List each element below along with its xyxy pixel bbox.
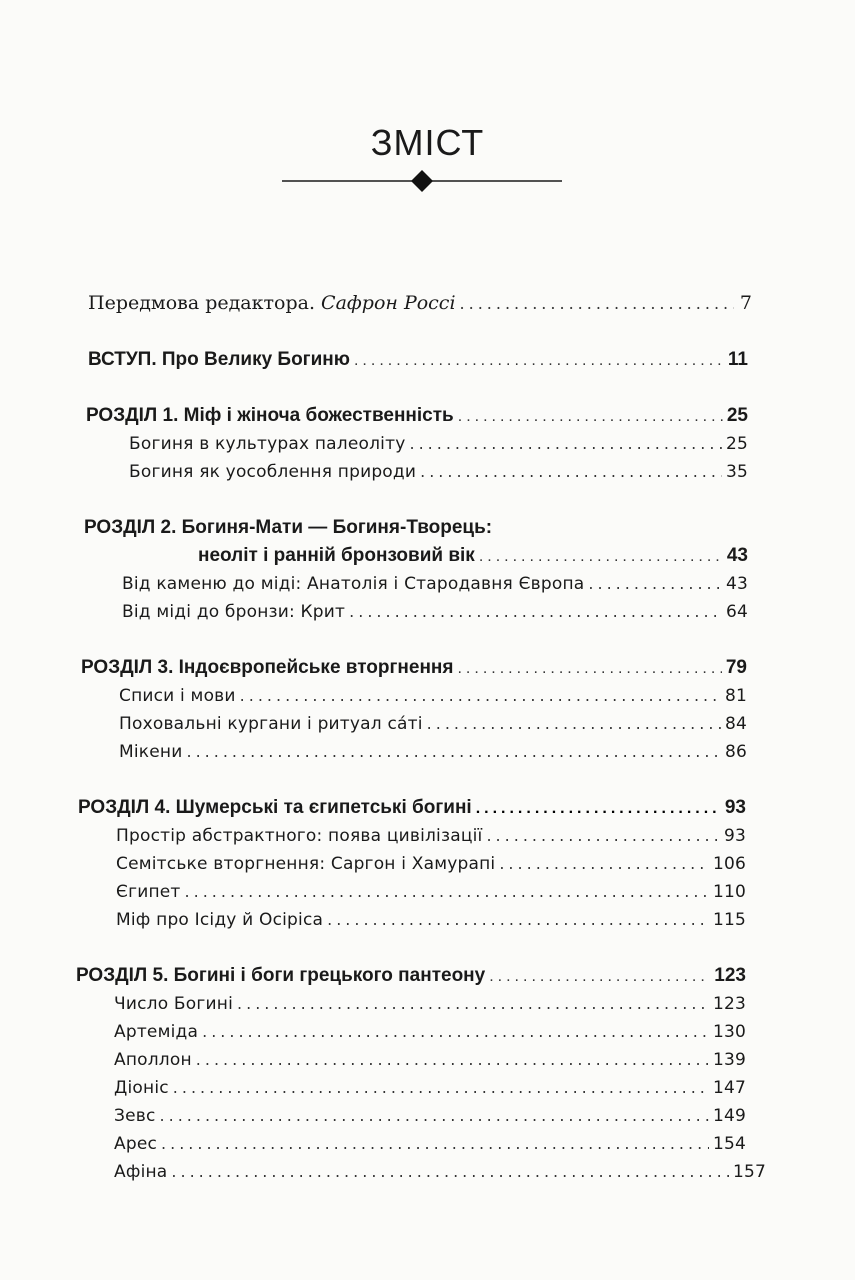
dot-leader — [185, 879, 709, 905]
toc-entry-label: Простір абстрактного: поява цивілізації — [116, 826, 483, 846]
toc-entry-label: Афіна — [114, 1162, 168, 1182]
toc-entry-page: 149 — [712, 1106, 746, 1126]
dot-leader — [460, 291, 734, 317]
dot-leader — [458, 404, 723, 430]
toc-entry-label: Семітське вторгнення: Саргон і Хамурапі — [116, 854, 496, 874]
dot-leader — [409, 431, 721, 457]
dot-leader — [240, 683, 721, 709]
toc-subentry[interactable] — [114, 1159, 766, 1185]
dot-leader — [196, 1047, 709, 1073]
toc-entry-intro[interactable] — [88, 347, 748, 374]
toc-entry-label: Богиня в культурах палеоліту — [129, 434, 406, 454]
dot-leader — [349, 599, 722, 625]
toc-entry-label: РОЗДІЛ 1. Міф і жіноча божественність — [86, 405, 454, 426]
toc-entry-label: Діоніс — [114, 1078, 169, 1098]
toc-subentry[interactable] — [129, 459, 748, 485]
dot-leader — [160, 1103, 709, 1129]
dot-leader — [457, 656, 721, 682]
toc-entry-page: 123 — [712, 994, 746, 1014]
toc-entry-label: Поховальні кургани і ритуал са́ті — [119, 714, 423, 734]
toc-entry-page: 11 — [727, 349, 748, 370]
toc-entry-page: 130 — [712, 1022, 746, 1042]
toc-entry-label: неоліт і ранній бронзовий вік — [198, 545, 475, 566]
dot-leader — [479, 544, 723, 570]
toc-subentry[interactable] — [122, 599, 748, 625]
toc-entry-label: Число Богині — [114, 994, 234, 1014]
toc-chapter-4[interactable] — [78, 795, 746, 822]
dot-leader — [237, 991, 709, 1017]
toc-entry-label: Передмова редактора. Сафрон Россі — [88, 292, 456, 314]
dot-leader — [171, 1159, 729, 1185]
toc-entry-page: 110 — [712, 882, 746, 902]
toc-chapter-5[interactable] — [76, 963, 746, 990]
toc-entry-page: 139 — [712, 1050, 746, 1070]
toc-entry-label: Богиня як уособлення природи — [129, 462, 417, 482]
dot-leader — [161, 1131, 709, 1157]
toc-entry-label: Від міді до бронзи: Крит — [122, 602, 346, 622]
toc-entry-page: 86 — [724, 742, 747, 762]
toc-subentry[interactable] — [114, 1103, 746, 1129]
dot-leader — [202, 1019, 709, 1045]
toc-subentry[interactable] — [114, 1131, 746, 1157]
toc-chapter-3[interactable] — [81, 655, 747, 682]
toc-entry-label: РОЗДІЛ 5. Богині і боги грецького пантеону — [76, 965, 486, 986]
dot-leader — [173, 1075, 709, 1101]
dot-leader — [588, 571, 722, 597]
page-title: ЗМІСТ — [370, 122, 485, 163]
toc-subentry[interactable] — [116, 823, 746, 849]
toc-entry-page: 79 — [725, 657, 747, 678]
title-ornament-divider — [282, 168, 562, 194]
toc-entry-page: 43 — [726, 545, 748, 566]
toc-subentry[interactable] — [114, 1019, 746, 1045]
toc-subentry[interactable] — [122, 571, 748, 597]
toc-entry-label: РОЗДІЛ 3. Індоєвропейське вторгнення — [81, 657, 454, 678]
toc-entry-page: 93 — [723, 826, 746, 846]
toc-subentry[interactable] — [119, 739, 747, 765]
toc-entry-page: 25 — [725, 434, 748, 454]
toc-entry-label: Єгипет — [116, 882, 181, 902]
toc-subentry[interactable] — [116, 879, 746, 905]
toc-entry-page: 123 — [714, 965, 746, 986]
toc-entry-page: 64 — [725, 602, 748, 622]
dot-leader — [354, 348, 724, 374]
toc-entry-page: 7 — [739, 292, 752, 314]
toc-entry-label: Списи і мови — [119, 686, 236, 706]
toc-subentry[interactable] — [129, 431, 748, 457]
toc-entry-page: 106 — [712, 854, 746, 874]
toc-subentry[interactable] — [114, 1075, 746, 1101]
toc-subentry[interactable] — [119, 711, 747, 737]
toc-entry-page: 35 — [725, 462, 748, 482]
toc-entry-author: Сафрон Россі — [321, 292, 456, 314]
toc-entry-label: Міф про Ісіду й Осіріса — [116, 910, 324, 930]
dot-leader — [427, 711, 721, 737]
dot-leader — [489, 964, 710, 990]
toc-entry-label: Від каменю до міді: Анатолія і Стародавня Європа — [122, 574, 585, 594]
toc-chapter-2[interactable] — [198, 543, 748, 570]
toc-subentry[interactable] — [114, 1047, 746, 1073]
toc-entry-page: 84 — [724, 714, 747, 734]
toc-subentry[interactable] — [116, 851, 746, 877]
toc-entry-label: Арес — [114, 1134, 158, 1154]
toc-entry-page: 115 — [712, 910, 746, 930]
toc-chapter-2-line1[interactable]: РОЗДІЛ 2. Богиня-Мати — Богиня-Творець: — [84, 517, 493, 538]
dot-leader — [420, 459, 722, 485]
toc-entry-label: ВСТУП. Про Велику Богиню — [88, 349, 350, 370]
dot-leader — [186, 739, 720, 765]
toc-entry-label: Зевс — [114, 1106, 156, 1126]
toc-entry-preface[interactable] — [88, 290, 752, 317]
dot-leader — [476, 796, 721, 822]
toc-entry-page: 93 — [724, 797, 746, 818]
toc-entry-page: 147 — [712, 1078, 746, 1098]
toc-subentry[interactable] — [114, 991, 746, 1017]
toc-entry-label: Мікени — [119, 742, 183, 762]
toc-subentry[interactable] — [116, 907, 746, 933]
toc-entry-page: 157 — [732, 1162, 766, 1182]
toc-entry-page: 25 — [726, 405, 748, 426]
toc-entry-label: Аполлон — [114, 1050, 192, 1070]
dot-leader — [486, 823, 719, 849]
toc-entry-page: 43 — [725, 574, 748, 594]
toc-chapter-1[interactable] — [86, 403, 748, 430]
toc-entry-page: 154 — [712, 1134, 746, 1154]
toc-entry-label: Артеміда — [114, 1022, 199, 1042]
dot-leader — [499, 851, 709, 877]
toc-entry-page: 81 — [724, 686, 747, 706]
toc-entry-label: РОЗДІЛ 4. Шумерські та єгипетські богині — [78, 797, 472, 818]
toc-subentry[interactable] — [119, 683, 747, 709]
dot-leader — [327, 907, 709, 933]
